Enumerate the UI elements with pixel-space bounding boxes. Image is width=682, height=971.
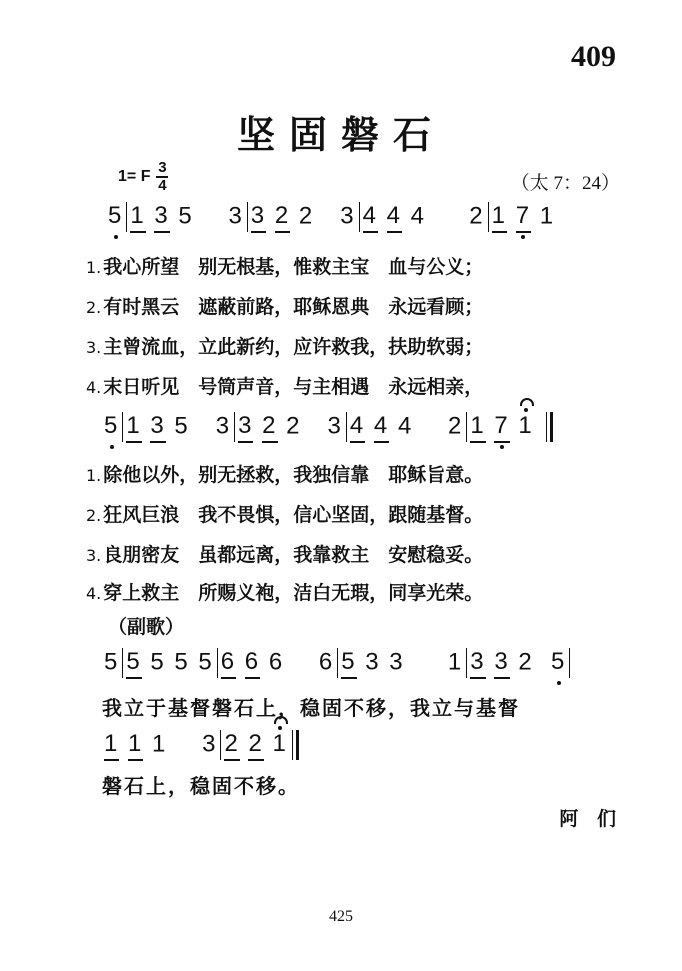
time-signature bbox=[156, 160, 168, 194]
verse-lyric-line: 4. 末日听见 号筒声音，与主相遇 永远相亲， bbox=[86, 376, 484, 398]
music-note: 3 bbox=[150, 412, 166, 440]
verse-lyric-line: 1. 我心所望 别无根基，惟救主宝 血与公义； bbox=[86, 256, 484, 278]
barline bbox=[122, 412, 123, 442]
verse-lyric-line: 2. 狂风巨浪 我不畏惧，信心坚固，跟随基督。 bbox=[86, 504, 484, 526]
hymn-number: 409 bbox=[571, 40, 616, 73]
chorus-melody-line-1: 5 5 5 5 5 6 6 6 6 5 3 3 1 3 3 2 5 bbox=[104, 648, 573, 678]
music-note: 5 bbox=[126, 648, 142, 676]
music-note: 3 bbox=[238, 412, 254, 440]
final-barline bbox=[296, 730, 299, 760]
music-note: 2 bbox=[262, 412, 278, 440]
music-note: 1 bbox=[272, 730, 288, 758]
barline bbox=[488, 202, 489, 232]
chorus-lyric-line: 磐石上，稳固不移。 bbox=[102, 774, 300, 798]
scripture-reference: （太 7：24） bbox=[510, 173, 620, 194]
music-note: 4 bbox=[386, 202, 402, 230]
melody-line-1: 5 1 3 5 3 3 2 2 3 4 4 4 2 1 7 1 bbox=[108, 202, 555, 232]
key-label: 1= F bbox=[118, 168, 151, 185]
final-barline bbox=[550, 412, 553, 442]
barline bbox=[220, 730, 221, 760]
chorus-melody-line-2: 1 1 1 3 2 2 1 bbox=[104, 730, 299, 760]
music-note: 6 bbox=[244, 648, 261, 676]
barline bbox=[126, 202, 127, 232]
verse-lyric-line: 4. 穿上救主 所赐义袍，洁白无瑕，同享光荣。 bbox=[86, 582, 484, 604]
barline bbox=[359, 202, 360, 232]
music-note: 4 bbox=[362, 202, 378, 230]
verse-lyric-line: 3. 良朋密友 虽都远离，我靠救主 安慰稳妥。 bbox=[86, 544, 484, 566]
music-note: 3 bbox=[154, 202, 170, 230]
barline bbox=[247, 202, 248, 232]
music-note: 1 bbox=[491, 202, 508, 230]
barline bbox=[122, 648, 123, 678]
chorus-label: （副歌） bbox=[108, 616, 185, 638]
page-number: 425 bbox=[329, 908, 353, 925]
hymn-title: 坚固磐石 bbox=[236, 113, 445, 157]
music-note: 4 bbox=[349, 412, 366, 440]
music-note: 5 bbox=[341, 648, 357, 676]
music-note: 2 bbox=[224, 730, 240, 758]
amen: 阿 们 bbox=[559, 808, 622, 830]
music-note: 7 bbox=[515, 202, 532, 230]
music-note: 1 bbox=[470, 412, 486, 440]
barline bbox=[217, 648, 218, 678]
music-note: 3 bbox=[470, 648, 486, 676]
music-note: 6 bbox=[220, 648, 237, 676]
barline bbox=[466, 648, 467, 678]
music-note: 1 bbox=[126, 412, 142, 440]
music-note: 3 bbox=[250, 202, 267, 230]
music-note: 7 bbox=[494, 412, 510, 440]
music-note: 1 bbox=[104, 730, 120, 758]
music-note: 4 bbox=[373, 412, 390, 440]
music-note: 5 bbox=[108, 202, 124, 230]
melody-line-2: 5 1 3 5 3 3 2 2 3 4 4 4 2 1 7 1 bbox=[104, 412, 553, 442]
verse-lyric-line: 1. 除他以外，别无拯救，我独信靠 耶稣旨意。 bbox=[86, 464, 484, 486]
music-note: 1 bbox=[130, 202, 146, 230]
time-signature-top: 3 bbox=[158, 159, 167, 176]
music-note: 2 bbox=[274, 202, 291, 230]
music-note: 2 bbox=[248, 730, 264, 758]
barline bbox=[234, 412, 235, 442]
music-note: 1 bbox=[128, 730, 144, 758]
chorus-lyric-line: 我立于基督磐石上，稳固不移，我立与基督 bbox=[102, 696, 520, 720]
final-barline bbox=[546, 412, 547, 442]
time-signature-bottom: 4 bbox=[158, 177, 167, 194]
final-barline bbox=[292, 730, 293, 760]
music-note: 5 bbox=[104, 412, 120, 440]
music-note: 5 bbox=[551, 648, 567, 676]
music-note: 3 bbox=[494, 648, 510, 676]
barline bbox=[569, 648, 570, 678]
barline bbox=[337, 648, 338, 678]
verse-lyric-line: 2. 有时黑云 遮蔽前路，耶稣恩典 永远看顾； bbox=[86, 296, 484, 318]
music-note: 1 bbox=[518, 412, 534, 440]
key-signature bbox=[118, 160, 168, 194]
barline bbox=[466, 412, 467, 442]
barline bbox=[346, 412, 347, 442]
verse-lyric-line: 3. 主曾流血，立此新约，应许救我，扶助软弱； bbox=[86, 336, 484, 358]
